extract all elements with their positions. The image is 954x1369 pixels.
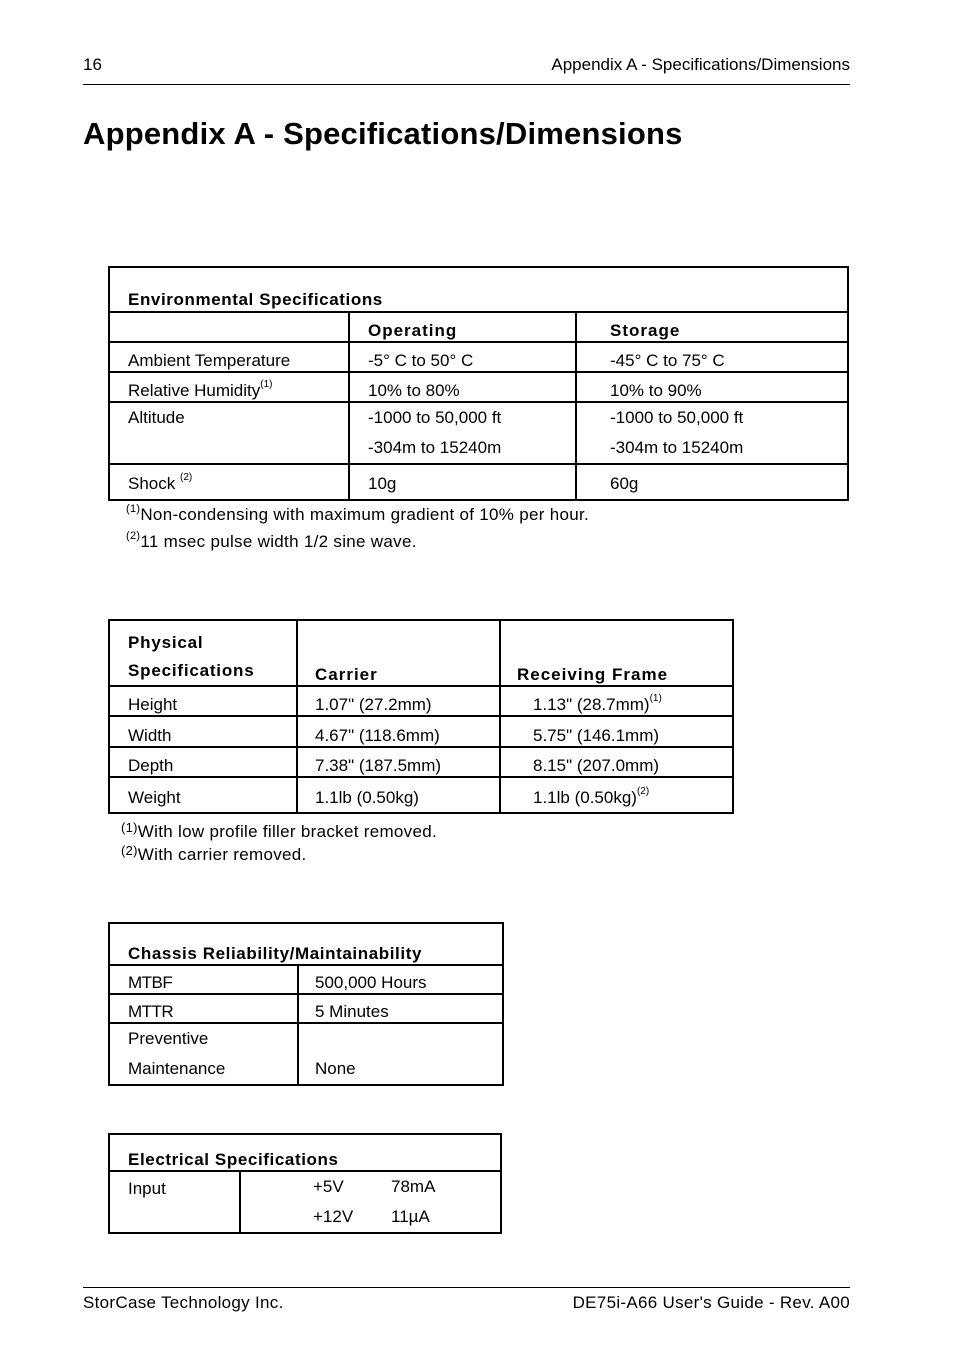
env-row-storage: -45° C to 75° C bbox=[576, 342, 848, 372]
env-row-label: Relative Humidity bbox=[128, 381, 261, 400]
chassis-row-value: 500,000 Hours bbox=[298, 965, 503, 994]
phys-col-carrier: Carrier bbox=[297, 620, 500, 686]
physical-title-line1: Physical bbox=[128, 633, 204, 652]
environmental-title: Environmental Specifications bbox=[109, 267, 848, 312]
footnote-text: 11 msec pulse width 1/2 sine wave. bbox=[140, 532, 417, 551]
current: 78mA bbox=[391, 1177, 436, 1196]
table-row bbox=[109, 994, 503, 1023]
footnote-mark: (2) bbox=[126, 530, 141, 542]
table-row bbox=[109, 716, 733, 747]
chassis-row-value-cell bbox=[298, 1023, 503, 1085]
page-number: 16 bbox=[83, 55, 102, 74]
footnote-text: Non-condensing with maximum gradient of 10% per hour. bbox=[140, 505, 590, 524]
physical-title-line2: Specifications bbox=[128, 661, 255, 680]
phys-row-frame: 5.75" (146.1mm) bbox=[500, 716, 733, 747]
table-row bbox=[109, 342, 848, 372]
footnote-text: With low profile filler bracket removed. bbox=[137, 822, 438, 841]
phys-row-frame: 1.1lb (0.50kg) bbox=[533, 788, 637, 807]
footnote-mark: (1) bbox=[260, 379, 273, 390]
table-row bbox=[109, 1171, 501, 1233]
environmental-table bbox=[108, 266, 849, 501]
footer-doc-title: DE75i-A66 User's Guide - Rev. A00 bbox=[572, 1293, 850, 1312]
physical-title-cell bbox=[109, 620, 297, 686]
chassis-row-label-2: Maintenance bbox=[128, 1059, 226, 1078]
env-col-storage: Storage bbox=[576, 312, 848, 342]
phys-footnote-2 bbox=[121, 845, 307, 865]
chassis-table bbox=[108, 922, 504, 1086]
physical-table bbox=[108, 619, 734, 814]
env-row-label-cell bbox=[109, 372, 349, 402]
footnote-mark: (2) bbox=[179, 472, 193, 483]
table-row bbox=[109, 464, 848, 500]
table-row bbox=[109, 372, 848, 402]
chassis-row-value: 5 Minutes bbox=[298, 994, 503, 1023]
env-row-operating: -1000 to 50,000 ft bbox=[368, 408, 502, 427]
phys-row-carrier: 1.1lb (0.50kg) bbox=[297, 777, 500, 813]
env-row-label-cell bbox=[109, 402, 349, 464]
chassis-row-label: Preventive bbox=[128, 1029, 209, 1048]
env-row-operating: -5° C to 50° C bbox=[349, 342, 576, 372]
phys-col-frame: Receiving Frame bbox=[500, 620, 733, 686]
table-row bbox=[109, 777, 733, 813]
env-row-label-cell bbox=[109, 464, 349, 500]
header-rule bbox=[83, 84, 850, 85]
table-row bbox=[109, 747, 733, 777]
electrical-title: Electrical Specifications bbox=[109, 1134, 501, 1171]
voltage: +12V bbox=[313, 1207, 354, 1226]
env-row-storage: -1000 to 50,000 ft bbox=[610, 408, 744, 427]
table-row bbox=[109, 686, 733, 716]
chassis-row-label: MTTR bbox=[109, 994, 298, 1023]
footnote-mark: (2) bbox=[121, 843, 138, 858]
table-row bbox=[109, 402, 848, 464]
electrical-line bbox=[313, 1202, 500, 1232]
table-row bbox=[109, 965, 503, 994]
footnote-text: With carrier removed. bbox=[137, 845, 307, 864]
env-row-label: Shock bbox=[128, 474, 176, 493]
env-footnote-1 bbox=[126, 505, 589, 525]
footnote-mark: (1) bbox=[649, 693, 662, 704]
env-row-storage-metric: -304m to 15240m bbox=[610, 438, 744, 457]
env-row-operating: 10% to 80% bbox=[349, 372, 576, 402]
phys-row-frame: 8.15" (207.0mm) bbox=[500, 747, 733, 777]
chassis-title: Chassis Reliability/Maintainability bbox=[109, 923, 503, 965]
running-header: Appendix A - Specifications/Dimensions bbox=[551, 55, 850, 74]
phys-row-carrier: 4.67" (118.6mm) bbox=[297, 716, 500, 747]
footnote-mark: (2) bbox=[636, 786, 650, 797]
env-row-storage: 60g bbox=[576, 464, 848, 500]
page-title: Appendix A - Specifications/Dimensions bbox=[83, 116, 683, 151]
phys-row-label: Height bbox=[109, 686, 297, 716]
chassis-row-label-cell bbox=[109, 1023, 298, 1085]
phys-footnote-1 bbox=[121, 822, 437, 842]
env-row-label: Altitude bbox=[128, 408, 185, 427]
env-row-storage: 10% to 90% bbox=[576, 372, 848, 402]
electrical-values bbox=[240, 1171, 501, 1233]
env-col-operating: Operating bbox=[349, 312, 576, 342]
chassis-row-label: MTBF bbox=[109, 965, 298, 994]
phys-row-frame-cell bbox=[500, 686, 733, 716]
phys-row-label: Depth bbox=[109, 747, 297, 777]
electrical-line bbox=[313, 1172, 500, 1202]
footnote-mark: (1) bbox=[121, 820, 138, 835]
env-row-operating-metric: -304m to 15240m bbox=[368, 438, 502, 457]
env-row-operating-cell bbox=[349, 402, 576, 464]
voltage: +5V bbox=[313, 1177, 344, 1196]
chassis-row-value: None bbox=[315, 1059, 356, 1078]
footer-rule bbox=[83, 1287, 850, 1288]
phys-row-label: Weight bbox=[109, 777, 297, 813]
footnote-mark: (1) bbox=[126, 503, 141, 515]
electrical-label: Input bbox=[109, 1171, 240, 1233]
electrical-table bbox=[108, 1133, 502, 1234]
phys-row-label: Width bbox=[109, 716, 297, 747]
phys-row-frame: 1.13" (28.7mm) bbox=[533, 695, 650, 714]
phys-row-carrier: 7.38" (187.5mm) bbox=[297, 747, 500, 777]
env-footnote-2 bbox=[126, 532, 417, 552]
env-row-storage-cell bbox=[576, 402, 848, 464]
footer-company: StorCase Technology Inc. bbox=[83, 1293, 284, 1312]
current: 11µA bbox=[391, 1207, 430, 1226]
env-header-blank bbox=[109, 312, 349, 342]
env-row-label: Ambient Temperature bbox=[109, 342, 349, 372]
phys-row-carrier: 1.07" (27.2mm) bbox=[297, 686, 500, 716]
env-row-operating: 10g bbox=[349, 464, 576, 500]
table-row bbox=[109, 1023, 503, 1085]
phys-row-frame-cell bbox=[500, 777, 733, 813]
